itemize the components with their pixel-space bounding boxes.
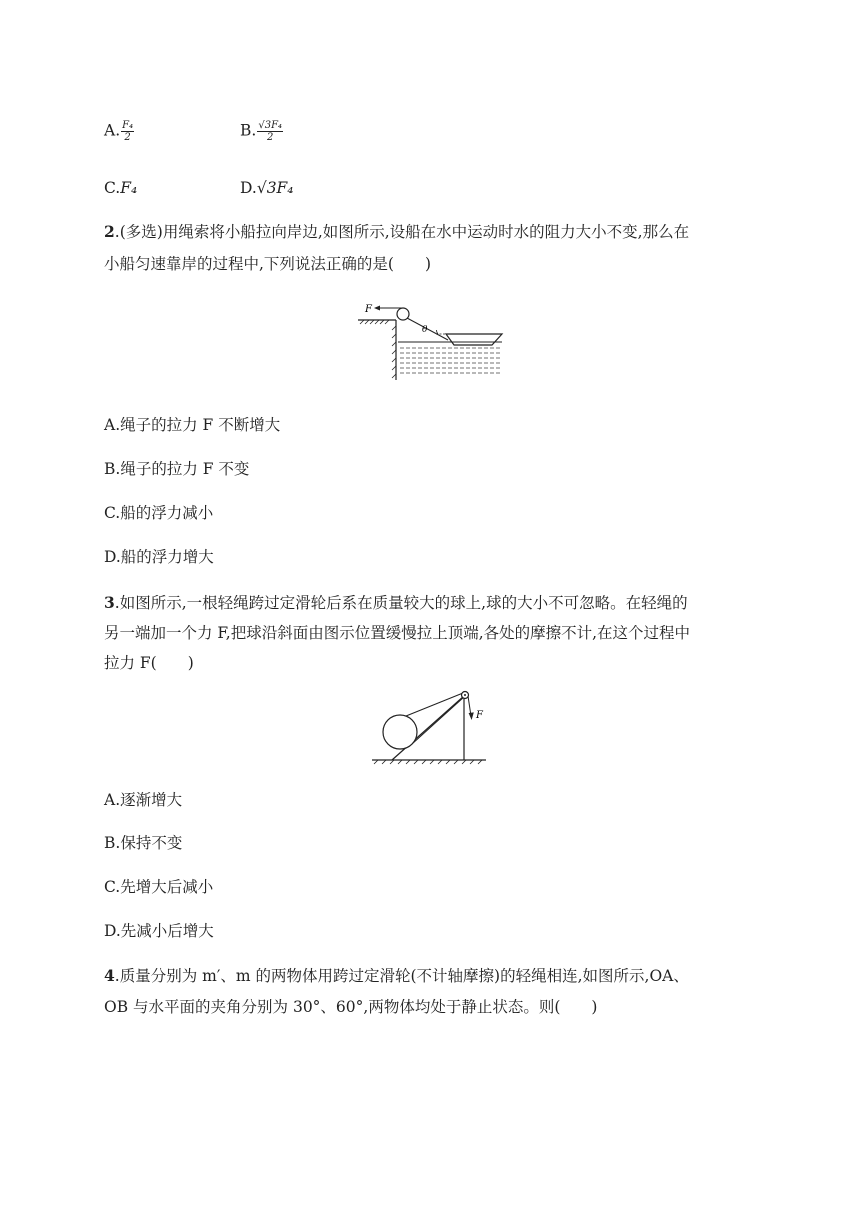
q2-option-d: D.船的浮力增大 bbox=[104, 548, 214, 566]
q1-option-b-fraction bbox=[257, 120, 283, 143]
q1-option-a bbox=[104, 120, 134, 143]
q2-option-c: C.船的浮力减小 bbox=[104, 504, 214, 522]
q3-number: 3 bbox=[104, 593, 115, 612]
q3-option-d: D.先减小后增大 bbox=[104, 922, 214, 940]
q2-figure-angle-label: θ bbox=[422, 325, 428, 335]
q1-option-d-letter: D. bbox=[240, 179, 257, 197]
q1-option-a-letter: A. bbox=[104, 121, 121, 140]
q1-option-b-numerator: √3F₄ bbox=[258, 120, 283, 131]
q3-option-a: A.逐渐增大 bbox=[104, 791, 183, 809]
q1-option-b-denominator: 2 bbox=[266, 132, 274, 143]
q1-option-a-denominator: 2 bbox=[124, 132, 131, 143]
q1-option-a-fraction bbox=[121, 120, 134, 143]
q3-stem-text1: .如图所示,一根轻绳跨过定滑轮后系在质量较大的球上,球的大小不可忽略。在轻绳的 bbox=[114, 594, 688, 612]
q3-option-c: C.先增大后减小 bbox=[104, 878, 214, 896]
q2-stem-text1: .(多选)用绳索将小船拉向岸边,如图所示,设船在水中运动时水的阻力大小不变,那么在 bbox=[114, 223, 690, 241]
q1-option-d-value: √3F₄ bbox=[256, 179, 294, 197]
q3-stem-line1 bbox=[104, 591, 688, 613]
q2-figure-force-label: F bbox=[365, 304, 372, 315]
q4-stem-line1 bbox=[104, 964, 689, 986]
q1-option-c-letter: C. bbox=[104, 179, 121, 197]
q2-option-b: B.绳子的拉力 F 不变 bbox=[104, 460, 250, 478]
q3-figure-ball-incline bbox=[368, 686, 494, 768]
q1-option-c bbox=[104, 179, 137, 197]
q1-option-b-letter: B. bbox=[240, 121, 257, 140]
q2-stem-line1 bbox=[104, 220, 689, 242]
q3-figure-force-label: F bbox=[476, 710, 483, 721]
q4-number: 4 bbox=[104, 966, 115, 985]
q1-option-d bbox=[240, 179, 294, 197]
q2-number: 2 bbox=[104, 222, 115, 241]
q2-figure-boat-pulley bbox=[352, 292, 510, 384]
q3-stem-line3: 拉力 F( ) bbox=[104, 654, 194, 672]
q1-option-a-numerator: F₄ bbox=[122, 120, 134, 131]
q2-option-a: A.绳子的拉力 F 不断增大 bbox=[104, 416, 281, 434]
q3-stem-line2: 另一端加一个力 F,把球沿斜面由图示位置缓慢拉上顶端,各处的摩擦不计,在这个过程中 bbox=[104, 624, 691, 642]
q1-option-c-value: F₄ bbox=[120, 179, 138, 197]
q3-option-b: B.保持不变 bbox=[104, 834, 183, 852]
q4-stem-line2: OB 与水平面的夹角分别为 30°、60°,两物体均处于静止状态。则( ) bbox=[104, 998, 598, 1016]
q4-stem-text1: .质量分别为 m′、m 的两物体用跨过定滑轮(不计轴摩擦)的轻绳相连,如图所示,OA、 bbox=[114, 967, 689, 985]
q1-option-b bbox=[240, 120, 283, 143]
q2-stem-line2: 小船匀速靠岸的过程中,下列说法正确的是( ) bbox=[104, 255, 432, 273]
